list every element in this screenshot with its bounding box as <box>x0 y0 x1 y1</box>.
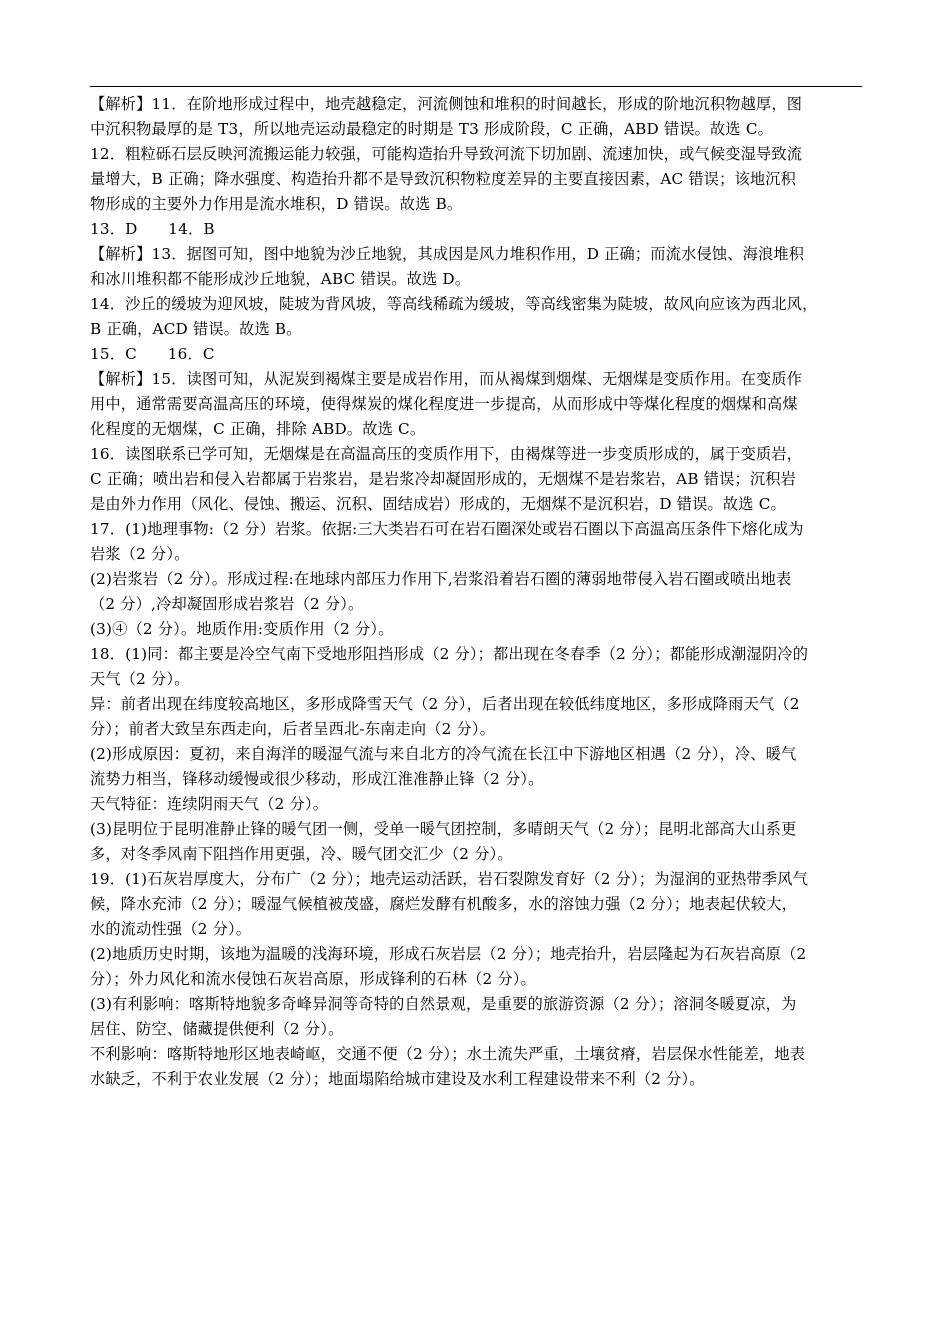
text-line: (2)地质历史时期，该地为温暖的浅海环境，形成石灰岩层（2 分）；地壳抬升，岩层隆起为石灰岩高原（2 <box>90 945 807 963</box>
text-line: 物形成的主要外力作用是流水堆积，D 错误。故选 B。 <box>90 195 463 213</box>
text-line: (3)有利影响：喀斯特地貌多奇峰异洞等奇特的自然景观，是重要的旅游资源（2 分）；溶洞冬暖夏凉，为 <box>90 995 797 1013</box>
text-line: (2)形成原因：夏初，来自海洋的暖湿气流与来自北方的冷气流在长江中下游地区相遇（2 分），冷、暖气 <box>90 745 797 763</box>
text-line: 天气特征：连续阴雨天气（2 分）。 <box>90 795 329 813</box>
text-line: 17．(1)地理事物:（2 分）岩浆。依据:三大类岩石可在岩石圈深处或岩石圈以下高温高压条件下熔化成为 <box>90 520 804 538</box>
text-line: (3)④（2 分）。地质作用:变质作用（2 分）。 <box>90 620 394 638</box>
text-line: 16．读图联系已学可知，无烟煤是在高温高压的变质作用下，由褐煤等进一步变质形成的，属于变质岩， <box>90 445 803 463</box>
text-line: 水缺乏，不利于农业发展（2 分）；地面塌陷给城市建设及水利工程建设带来不利（2 分）。 <box>90 1070 705 1088</box>
header-rule <box>90 86 862 87</box>
text-line: (2)岩浆岩（2 分）。形成过程:在地球内部压力作用下,岩浆沿着岩石圈的薄弱地带侵入岩石圈或喷出地表 <box>90 570 792 588</box>
text-line: 19．(1)石灰岩厚度大，分布广（2 分）；地壳运动活跃，岩石裂隙发育好（2 分）；为湿润的亚热带季风气 <box>90 870 809 888</box>
text-line: 流势力相当，锋移动缓慢或很少移动，形成江淮准静止锋（2 分）。 <box>90 770 544 788</box>
text-line: （2 分）,冷却凝固形成岩浆岩（2 分）。 <box>90 595 364 613</box>
text-line: 【解析】11．在阶地形成过程中，地壳越稳定，河流侧蚀和堆积的时间越长，形成的阶地沉积物越厚，图 <box>90 95 803 113</box>
answer-text-body <box>90 92 862 1092</box>
text-line: 岩浆（2 分）。 <box>90 545 190 563</box>
text-line: 12．粗粒砾石层反映河流搬运能力较强，可能构造抬升导致河流下切加剧、流速加快，或气候变湿导致流 <box>90 145 803 163</box>
text-line: (3)昆明位于昆明准静止锋的暖气团一侧，受单一暖气团控制，多晴朗天气（2 分）；昆明北部高大山系更 <box>90 820 797 838</box>
text-line: 【解析】13．据图可知，图中地貌为沙丘地貌，其成因是风力堆积作用，D 正确；而流水侵蚀、海浪堆积 <box>90 245 805 263</box>
text-line: 和冰川堆积都不能形成沙丘地貌，ABC 错误。故选 D。 <box>90 270 471 288</box>
text-line: 13．D 14．B <box>90 220 215 238</box>
text-line: 异：前者出现在纬度较高地区，多形成降雪天气（2 分），后者出现在较低纬度地区，多形成降雨天气（2 <box>90 695 800 713</box>
text-line: 天气（2 分）。 <box>90 670 190 688</box>
text-line: 候，降水充沛（2 分）；暖湿气候植被茂盛，腐烂发酵有机酸多，水的溶蚀力强（2 分）；地表起伏较大， <box>90 895 798 913</box>
text-line: 18．(1)同：都主要是冷空气南下受地形阻挡形成（2 分）；都出现在冬春季（2 分）；都能形成潮湿阴冷的 <box>90 645 809 663</box>
text-line: 化程度的无烟煤，C 正确，排除 ABD。故选 C。 <box>90 420 426 438</box>
text-line: 分）；前者大致呈东西走向，后者呈西北-东南走向（2 分）。 <box>90 720 496 738</box>
text-line: 居住、防空、储藏提供便利（2 分）。 <box>90 1020 344 1038</box>
text-line: 14．沙丘的缓坡为迎风坡，陡坡为背风坡，等高线稀疏为缓坡，等高线密集为陡坡，故风向应该为西北风， <box>90 295 818 313</box>
text-line: B 正确，ACD 错误。故选 B。 <box>90 320 302 338</box>
text-line: 水的流动性强（2 分）。 <box>90 920 252 938</box>
text-line: 多，对冬季风南下阻挡作用更强，冷、暖气团交汇少（2 分）。 <box>90 845 513 863</box>
text-line: 分）；外力风化和流水侵蚀石灰岩高原，形成锋利的石林（2 分）。 <box>90 970 536 988</box>
text-line: 是由外力作用（风化、侵蚀、搬运、沉积、固结成岩）形成的，无烟煤不是沉积岩，D 错误。故选 C。 <box>90 495 786 513</box>
text-line: C 正确；喷出岩和侵入岩都属于岩浆岩，是岩浆冷却凝固形成的，无烟煤不是岩浆岩，AB 错误；沉积岩 <box>90 470 797 488</box>
text-line: 量增大，B 正确；降水强度、构造抬升都不是导致沉积物粒度差异的主要直接因素，AC 错误；该地沉积 <box>90 170 797 188</box>
text-line: 中沉积物最厚的是 T3，所以地壳运动最稳定的时期是 T3 形成阶段，C 正确，ABD 错误。故选 C。 <box>90 120 774 138</box>
text-line: 用中，通常需要高温高压的环境，使得煤炭的煤化程度进一步提高，从而形成中等煤化程度的烟煤和高煤 <box>90 395 798 413</box>
text-line: 【解析】15．读图可知，从泥炭到褐煤主要是成岩作用，而从褐煤到烟煤、无烟煤是变质作用。在变质作 <box>90 370 803 388</box>
text-line: 不利影响：喀斯特地形区地表崎岖，交通不便（2 分）；水土流失严重，土壤贫瘠，岩层保水性能差，地表 <box>90 1045 806 1063</box>
text-line: 15．C 16．C <box>90 345 215 363</box>
